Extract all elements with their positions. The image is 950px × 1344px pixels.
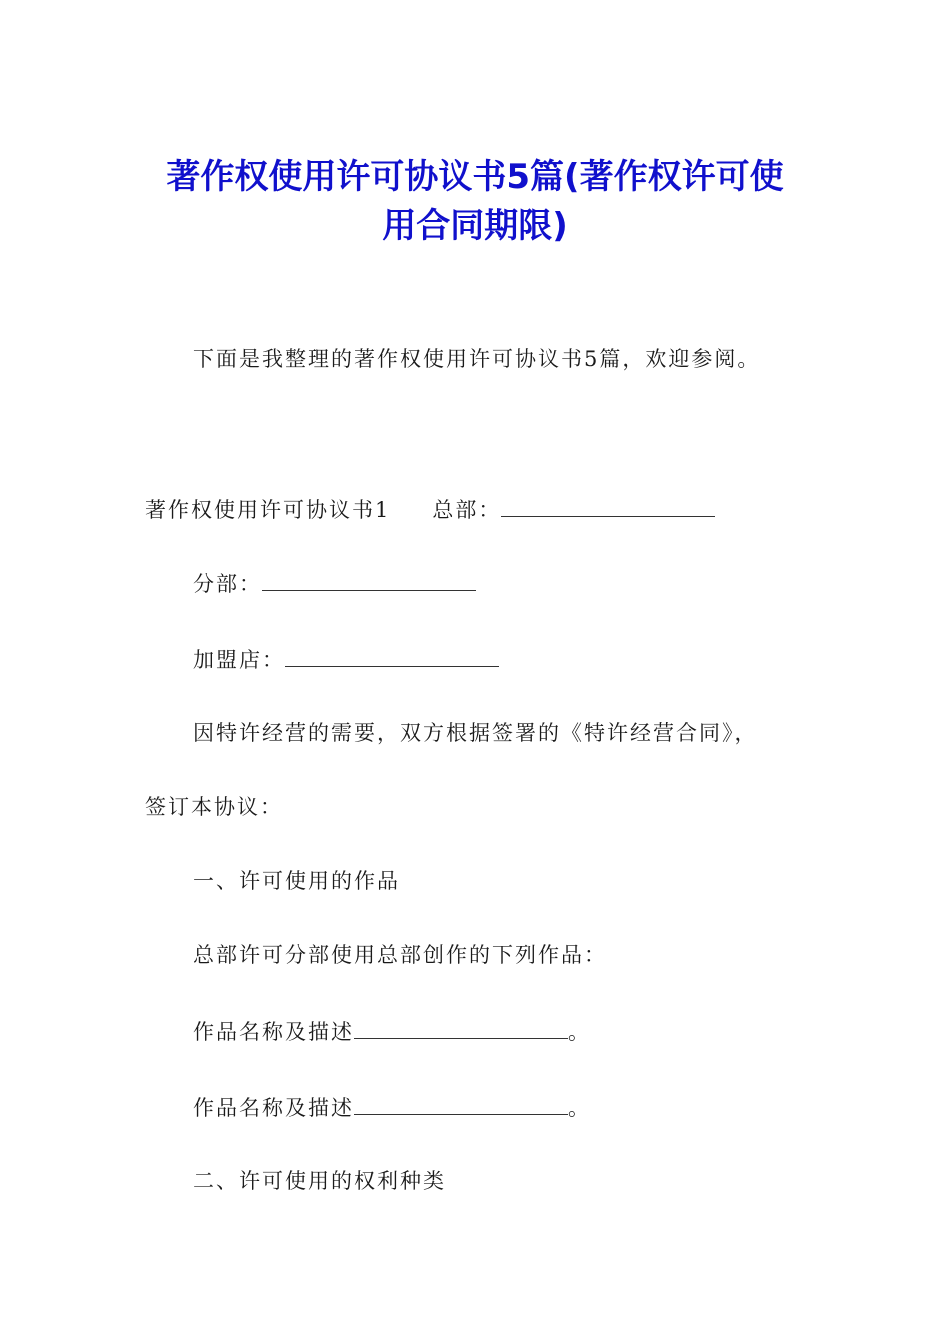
hq-blank-field bbox=[501, 494, 715, 517]
work-item-2-end: 。 bbox=[568, 1096, 591, 1120]
branch-blank-field bbox=[262, 568, 476, 591]
work-item-1 bbox=[193, 1016, 591, 1047]
agreement-1-header-line bbox=[145, 494, 715, 525]
work-item-1-end: 。 bbox=[568, 1020, 591, 1044]
document-title-line-2: 用合同期限) bbox=[382, 206, 568, 246]
work-item-2-label: 作品名称及描述 bbox=[193, 1096, 354, 1120]
intro-paragraph: 下面是我整理的著作权使用许可协议书5篇，欢迎参阅。 bbox=[193, 347, 761, 371]
document-title-line-1: 著作权使用许可协议书5篇(著作权许可使 bbox=[166, 156, 784, 197]
branch-label: 分部： bbox=[193, 572, 262, 596]
section-1-heading: 一、许可使用的作品 bbox=[193, 869, 400, 893]
work-item-2-blank-field bbox=[354, 1092, 568, 1115]
work-item-1-label: 作品名称及描述 bbox=[193, 1020, 354, 1044]
franchise-label: 加盟店： bbox=[193, 648, 285, 672]
franchise-line bbox=[193, 644, 499, 675]
agreement-1-heading: 著作权使用许可协议书1 bbox=[145, 498, 391, 522]
franchise-blank-field bbox=[285, 644, 499, 667]
hq-label: 总部： bbox=[432, 498, 502, 522]
paragraph-1-line-1: 因特许经营的需要，双方根据签署的《特许经营合同》， bbox=[193, 721, 758, 745]
paragraph-1-line-2: 签订本协议： bbox=[145, 795, 283, 819]
work-item-1-blank-field bbox=[354, 1016, 568, 1039]
branch-line bbox=[193, 568, 476, 599]
work-item-2 bbox=[193, 1092, 591, 1123]
section-1-text: 总部许可分部使用总部创作的下列作品： bbox=[193, 943, 607, 967]
section-2-heading: 二、许可使用的权利种类 bbox=[193, 1169, 446, 1193]
